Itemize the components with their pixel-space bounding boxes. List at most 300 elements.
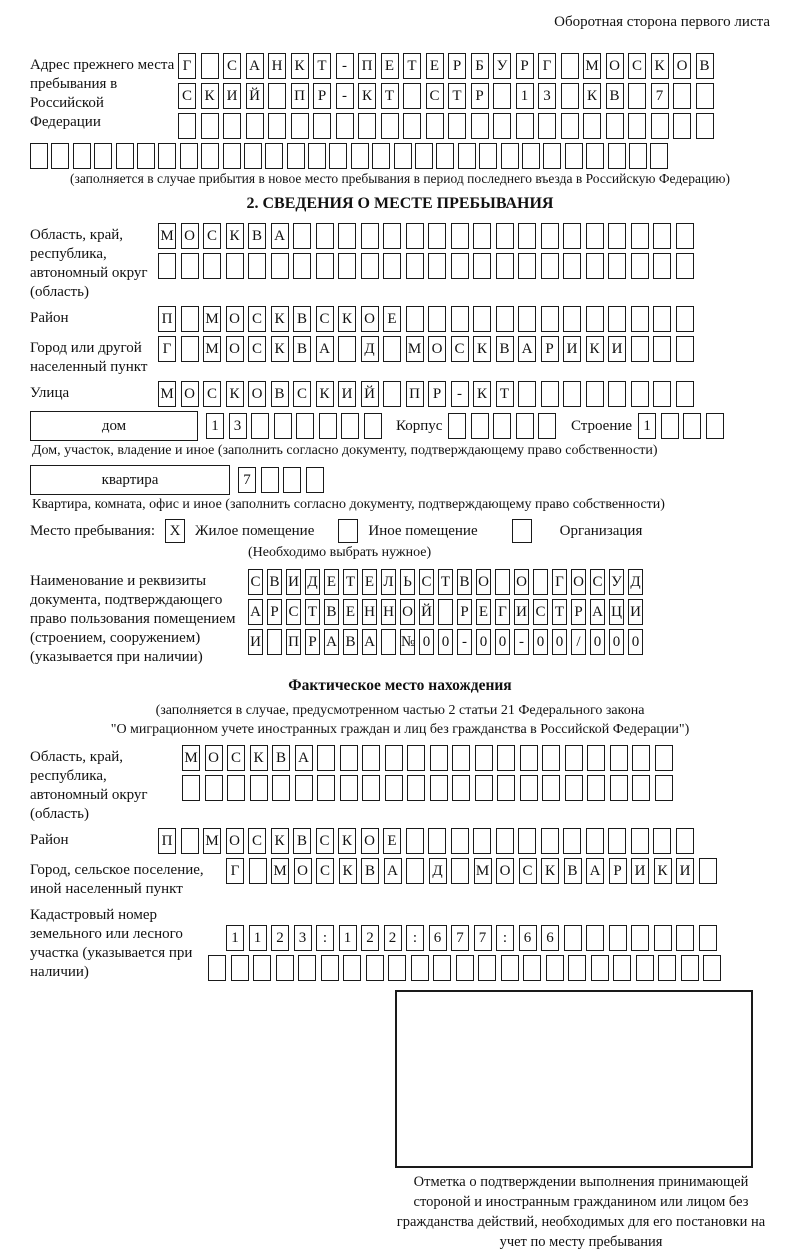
char-cell (428, 253, 446, 279)
char-cell (610, 775, 628, 801)
char-cell: С (316, 306, 334, 332)
char-cell: К (271, 336, 289, 362)
char-cell: А (518, 336, 536, 362)
char-cell (406, 223, 424, 249)
fact-raion-block (30, 828, 770, 854)
char-cell (533, 569, 548, 595)
char-cell (343, 955, 361, 981)
char-cell (606, 113, 624, 139)
char-cell (406, 828, 424, 854)
char-cell: К (586, 336, 604, 362)
char-cell (653, 828, 671, 854)
char-cell (430, 745, 448, 771)
char-cell (73, 143, 91, 169)
char-cell (699, 858, 717, 884)
char-cell (608, 381, 626, 407)
char-cell: Т (305, 599, 320, 625)
char-cell: В (564, 858, 582, 884)
char-cell (538, 413, 556, 439)
char-cell: С (223, 53, 241, 79)
char-cell: И (514, 599, 529, 625)
char-cell: И (223, 83, 241, 109)
char-cell: П (286, 629, 301, 655)
char-cell: А (324, 629, 339, 655)
char-cell (426, 113, 444, 139)
char-cell (181, 828, 199, 854)
doc-row-3 (248, 629, 647, 655)
char-cell (341, 413, 359, 439)
char-cell (676, 828, 694, 854)
char-cell: М (474, 858, 492, 884)
char-cell: Е (426, 53, 444, 79)
gorod-row (158, 336, 698, 362)
char-cell: № (400, 629, 415, 655)
char-cell: 2 (384, 925, 402, 951)
char-cell (653, 306, 671, 332)
char-cell: С (248, 306, 266, 332)
char-cell (655, 775, 673, 801)
option-zhiloe-label: Жилое помещение (195, 522, 315, 539)
char-cell: Т (552, 599, 567, 625)
char-cell: 3 (538, 83, 556, 109)
char-cell (208, 955, 226, 981)
gorod-label: Город или другой населенный пункт (30, 340, 148, 375)
fact-kadastr-row-2 (208, 955, 726, 981)
char-cell (226, 253, 244, 279)
char-cell (473, 223, 491, 249)
char-cell (411, 955, 429, 981)
char-cell: А (362, 629, 377, 655)
char-cell: Р (471, 83, 489, 109)
char-cell: П (358, 53, 376, 79)
char-cell (608, 143, 626, 169)
char-cell: 2 (271, 925, 289, 951)
char-cell (319, 413, 337, 439)
char-cell (493, 413, 511, 439)
char-cell (473, 253, 491, 279)
char-cell: У (493, 53, 511, 79)
char-cell: 0 (419, 629, 434, 655)
char-cell: К (541, 858, 559, 884)
char-cell (565, 745, 583, 771)
gorod-block (30, 336, 770, 377)
char-cell (661, 413, 679, 439)
char-cell (438, 599, 453, 625)
kvartira-cells (238, 467, 328, 493)
char-cell: К (473, 336, 491, 362)
char-cell (329, 143, 347, 169)
char-cell (587, 775, 605, 801)
char-cell: О (226, 306, 244, 332)
section2-title: 2. СВЕДЕНИЯ О МЕСТЕ ПРЕБЫВАНИЯ (246, 195, 554, 212)
char-cell: К (271, 306, 289, 332)
char-cell (586, 925, 604, 951)
char-cell (493, 113, 511, 139)
char-cell (541, 253, 559, 279)
char-cell (336, 113, 354, 139)
char-cell (317, 775, 335, 801)
char-cell (406, 253, 424, 279)
char-cell: С (203, 223, 221, 249)
char-cell: М (203, 336, 221, 362)
char-cell (372, 143, 390, 169)
fact-gorod-row (226, 858, 721, 884)
char-cell (699, 925, 717, 951)
char-cell: О (226, 828, 244, 854)
char-cell: : (406, 925, 424, 951)
char-cell: 7 (474, 925, 492, 951)
char-cell (403, 83, 421, 109)
char-cell: 6 (541, 925, 559, 951)
char-cell (650, 143, 668, 169)
char-cell (676, 223, 694, 249)
char-cell (587, 745, 605, 771)
char-cell (293, 223, 311, 249)
char-cell: К (583, 83, 601, 109)
char-cell (628, 113, 646, 139)
char-cell (683, 413, 701, 439)
char-cell (415, 143, 433, 169)
char-cell (586, 253, 604, 279)
char-cell: Й (419, 599, 434, 625)
char-cell: Р (448, 53, 466, 79)
char-cell: Й (246, 83, 264, 109)
char-cell (583, 113, 601, 139)
char-cell (430, 775, 448, 801)
char-cell (543, 143, 561, 169)
char-cell (358, 113, 376, 139)
char-cell (351, 143, 369, 169)
char-cell: А (384, 858, 402, 884)
char-cell (338, 253, 356, 279)
char-cell (407, 745, 425, 771)
char-cell: Р (457, 599, 472, 625)
char-cell (478, 955, 496, 981)
char-cell (362, 745, 380, 771)
char-cell (362, 775, 380, 801)
char-cell (394, 143, 412, 169)
char-cell (30, 143, 48, 169)
korpus-label: Корпус (396, 417, 443, 434)
char-cell: - (457, 629, 472, 655)
char-cell: М (583, 53, 601, 79)
char-cell (428, 306, 446, 332)
char-cell: О (514, 569, 529, 595)
char-cell: С (451, 336, 469, 362)
char-cell: И (676, 858, 694, 884)
char-cell (541, 381, 559, 407)
char-cell: 7 (238, 467, 256, 493)
char-cell (381, 113, 399, 139)
char-cell (244, 143, 262, 169)
dom-row (30, 411, 770, 441)
doc-label: Наименование и реквизиты документа, подтверждающего право пользования помещением (строением, сооружением) (указывается при наличии) (30, 573, 236, 665)
char-cell (673, 83, 691, 109)
char-cell: О (428, 336, 446, 362)
char-cell: У (609, 569, 624, 595)
char-cell: Д (628, 569, 643, 595)
char-cell: Р (541, 336, 559, 362)
char-cell: С (533, 599, 548, 625)
char-cell (475, 745, 493, 771)
raion-row (158, 306, 698, 332)
char-cell: В (457, 569, 472, 595)
char-cell: А (271, 223, 289, 249)
char-cell: К (339, 858, 357, 884)
char-cell (181, 336, 199, 362)
char-cell (388, 955, 406, 981)
char-cell (542, 775, 560, 801)
char-cell (631, 306, 649, 332)
char-cell (608, 828, 626, 854)
char-cell (283, 467, 301, 493)
korpus-cells (448, 413, 561, 439)
char-cell (271, 253, 289, 279)
prev-address-row-4 (30, 143, 770, 169)
fact-kadastr-label: Кадастровый номер земельного или лесного участка (указывается при наличии) (30, 907, 193, 980)
char-cell (451, 253, 469, 279)
kvartira-box: квартира (30, 465, 230, 495)
char-cell (681, 955, 699, 981)
char-cell: 0 (609, 629, 624, 655)
char-cell (201, 143, 219, 169)
char-cell (403, 113, 421, 139)
kvartira-row (30, 465, 770, 495)
fact-oblast-block (30, 745, 770, 824)
char-cell: В (343, 629, 358, 655)
char-cell (381, 629, 396, 655)
char-cell (205, 775, 223, 801)
mesto-note: (Необходимо выбрать нужное) (248, 545, 432, 560)
char-cell: С (316, 828, 334, 854)
char-cell: К (291, 53, 309, 79)
page-side-note: Оборотная сторона первого листа (554, 14, 770, 30)
char-cell (317, 745, 335, 771)
char-cell: 6 (519, 925, 537, 951)
char-cell (631, 828, 649, 854)
char-cell: Т (496, 381, 514, 407)
char-cell (609, 925, 627, 951)
char-cell (433, 955, 451, 981)
char-cell (613, 955, 631, 981)
char-cell: Ц (609, 599, 624, 625)
char-cell (631, 925, 649, 951)
char-cell (561, 113, 579, 139)
fact-kadastr-row-1 (226, 925, 726, 951)
char-cell (203, 253, 221, 279)
oblast-label: Область, край, республика, автономный округ (область) (30, 227, 148, 300)
char-cell (518, 381, 536, 407)
char-cell: Е (381, 53, 399, 79)
char-cell (158, 253, 176, 279)
char-cell (338, 336, 356, 362)
char-cell (479, 143, 497, 169)
fact-note-line1: (заполняется в случае, предусмотренном частью 2 статьи 21 Федерального закона (155, 703, 645, 718)
char-cell: 0 (590, 629, 605, 655)
char-cell: С (628, 53, 646, 79)
char-cell: К (271, 828, 289, 854)
char-cell (158, 143, 176, 169)
char-cell (265, 143, 283, 169)
char-cell (251, 413, 269, 439)
char-cell: В (248, 223, 266, 249)
char-cell: С (203, 381, 221, 407)
char-cell: А (248, 599, 263, 625)
char-cell (564, 925, 582, 951)
char-cell (456, 955, 474, 981)
char-cell (227, 775, 245, 801)
char-cell: К (226, 223, 244, 249)
char-cell (629, 143, 647, 169)
char-cell (181, 306, 199, 332)
stroenie-label: Строение (570, 417, 633, 434)
char-cell: В (272, 745, 290, 771)
fact-note (30, 701, 770, 739)
char-cell: С (248, 828, 266, 854)
char-cell (116, 143, 134, 169)
char-cell (407, 775, 425, 801)
char-cell (497, 775, 515, 801)
char-cell (541, 306, 559, 332)
char-cell (563, 253, 581, 279)
char-cell: Д (361, 336, 379, 362)
char-cell: 0 (476, 629, 491, 655)
char-cell (497, 745, 515, 771)
ulitsa-label: Улица (30, 385, 70, 401)
char-cell: 1 (206, 413, 224, 439)
char-cell: Н (362, 599, 377, 625)
char-cell (249, 858, 267, 884)
char-cell (448, 113, 466, 139)
char-cell (631, 381, 649, 407)
fact-gorod-block (30, 858, 770, 899)
mesto-row (30, 519, 770, 543)
char-cell (653, 336, 671, 362)
char-cell: 0 (533, 629, 548, 655)
char-cell (223, 143, 241, 169)
dom-box: дом (30, 411, 198, 441)
char-cell (428, 828, 446, 854)
char-cell (452, 745, 470, 771)
checkbox-org (512, 519, 532, 543)
char-cell (496, 253, 514, 279)
char-cell (293, 253, 311, 279)
stamp-box (395, 990, 753, 1168)
char-cell: О (673, 53, 691, 79)
char-cell (406, 858, 424, 884)
char-cell: К (250, 745, 268, 771)
char-cell (563, 828, 581, 854)
char-cell (137, 143, 155, 169)
char-cell: В (271, 381, 289, 407)
char-cell (291, 113, 309, 139)
char-cell (608, 223, 626, 249)
char-cell: Т (313, 53, 331, 79)
char-cell (364, 413, 382, 439)
char-cell (298, 955, 316, 981)
char-cell: К (316, 381, 334, 407)
char-cell (696, 113, 714, 139)
char-cell: С (178, 83, 196, 109)
char-cell: И (286, 569, 301, 595)
char-cell (313, 113, 331, 139)
char-cell: Р (428, 381, 446, 407)
char-cell (268, 83, 286, 109)
char-cell: Р (267, 599, 282, 625)
char-cell: О (181, 223, 199, 249)
char-cell (653, 381, 671, 407)
char-cell (501, 955, 519, 981)
char-cell: Д (305, 569, 320, 595)
char-cell: 7 (651, 83, 669, 109)
char-cell (246, 113, 264, 139)
char-cell (522, 143, 540, 169)
doc-row-1 (248, 569, 647, 595)
char-cell: - (514, 629, 529, 655)
char-cell: В (293, 306, 311, 332)
char-cell: Л (381, 569, 396, 595)
char-cell (542, 745, 560, 771)
char-cell: Т (343, 569, 358, 595)
char-cell (673, 113, 691, 139)
char-cell: В (293, 828, 311, 854)
char-cell: С (590, 569, 605, 595)
char-cell: 6 (429, 925, 447, 951)
oblast-block (30, 223, 770, 302)
char-cell: И (248, 629, 263, 655)
char-cell (586, 223, 604, 249)
char-cell (253, 955, 271, 981)
char-cell: Р (571, 599, 586, 625)
mesto-label: Место пребывания: (30, 522, 155, 539)
checkbox-inoe (338, 519, 358, 543)
char-cell (632, 745, 650, 771)
char-cell: О (205, 745, 223, 771)
char-cell: О (361, 828, 379, 854)
fact-oblast-row-1 (182, 745, 677, 771)
char-cell (565, 775, 583, 801)
char-cell: Е (383, 828, 401, 854)
fact-kadastr-block (30, 903, 770, 982)
char-cell: О (606, 53, 624, 79)
char-cell (493, 83, 511, 109)
char-cell (538, 113, 556, 139)
char-cell (340, 775, 358, 801)
stroenie-cells (638, 413, 728, 439)
oblast-row-2 (158, 253, 698, 279)
char-cell (316, 223, 334, 249)
char-cell (316, 253, 334, 279)
char-cell: М (203, 828, 221, 854)
char-cell (696, 83, 714, 109)
char-cell: Г (226, 858, 244, 884)
fact-raion-label: Район (30, 832, 69, 848)
char-cell (495, 569, 510, 595)
char-cell (250, 775, 268, 801)
char-cell (501, 143, 519, 169)
char-cell: 0 (495, 629, 510, 655)
char-cell: С (426, 83, 444, 109)
char-cell (586, 306, 604, 332)
char-cell (406, 306, 424, 332)
char-cell (636, 955, 654, 981)
char-cell: Е (362, 569, 377, 595)
char-cell (520, 745, 538, 771)
char-cell: Р (305, 629, 320, 655)
char-cell (518, 828, 536, 854)
char-cell (658, 955, 676, 981)
char-cell: С (419, 569, 434, 595)
